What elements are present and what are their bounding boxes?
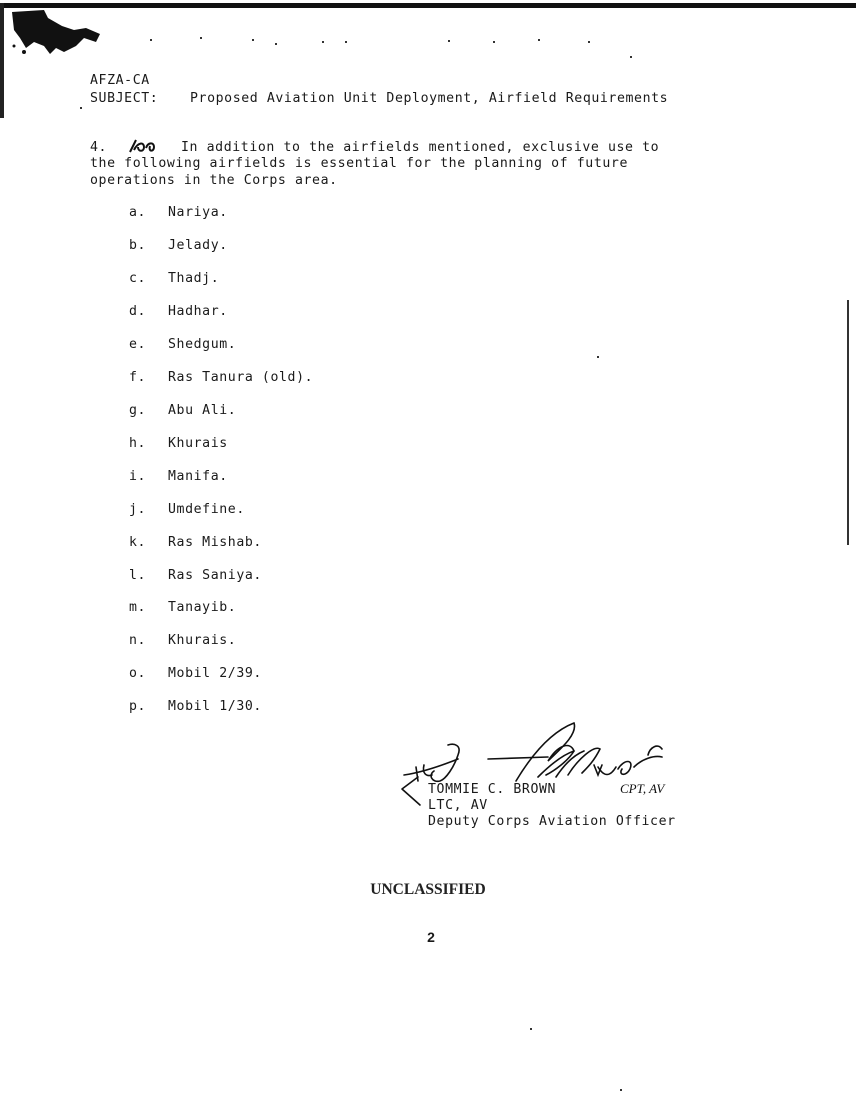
- list-item-letter: e.: [129, 337, 147, 352]
- list-item-name: Tanayib.: [168, 600, 237, 615]
- list-item-letter: p.: [129, 699, 147, 714]
- subject-text: Proposed Aviation Unit Deployment, Airfield Requirements: [190, 91, 669, 106]
- scan-speck: [322, 41, 324, 43]
- list-item-letter: c.: [129, 271, 147, 286]
- list-item-name: Hadhar.: [168, 304, 228, 319]
- signatory-rank: LTC, AV: [428, 798, 488, 813]
- list-item-letter: m.: [129, 600, 147, 615]
- list-item-letter: g.: [129, 403, 147, 418]
- scan-speck: [275, 43, 277, 45]
- office-symbol: AFZA-CA: [90, 73, 150, 88]
- handwritten-note: CPT, AV: [620, 781, 665, 796]
- list-item-letter: n.: [129, 633, 147, 648]
- list-item-name: Umdefine.: [168, 502, 245, 517]
- list-item-letter: j.: [129, 502, 147, 517]
- scan-speck: [493, 41, 495, 43]
- subject-label: SUBJECT:: [90, 91, 159, 106]
- list-item-letter: d.: [129, 304, 147, 319]
- list-item-name: Ras Saniya.: [168, 568, 262, 583]
- list-item-letter: h.: [129, 436, 147, 451]
- list-item-name: Mobil 2/39.: [168, 666, 262, 681]
- signatory-title: Deputy Corps Aviation Officer: [428, 814, 676, 829]
- classification-marking: UNCLASSIFIED: [370, 881, 486, 898]
- list-item-name: Manifa.: [168, 469, 228, 484]
- list-item-letter: b.: [129, 238, 147, 253]
- scan-speck: [448, 40, 450, 42]
- scan-speck: [200, 37, 202, 39]
- scan-speck: [150, 39, 152, 41]
- list-item-name: Khurais: [168, 436, 228, 451]
- paragraph-line-3: operations in the Corps area.: [90, 173, 338, 188]
- list-item-letter: i.: [129, 469, 147, 484]
- list-item-name: Khurais.: [168, 633, 237, 648]
- list-item-name: Ras Mishab.: [168, 535, 262, 550]
- list-item-name: Abu Ali.: [168, 403, 237, 418]
- list-item-name: Mobil 1/30.: [168, 699, 262, 714]
- scan-top-border: [0, 3, 856, 8]
- list-item-letter: a.: [129, 205, 147, 220]
- scan-speck: [80, 107, 82, 109]
- scan-speck: [588, 41, 590, 43]
- paragraph-line-1: In addition to the airfields mentioned, exclusive use to: [181, 140, 660, 155]
- page-number: 2: [427, 929, 435, 945]
- paragraph-line-2: the following airfields is essential for the planning of future: [90, 156, 628, 171]
- scan-speck: [620, 1089, 622, 1091]
- list-item-letter: k.: [129, 535, 147, 550]
- scan-speck: [345, 41, 347, 43]
- ink-blot-icon: [4, 8, 104, 58]
- list-item-letter: l.: [129, 568, 147, 583]
- list-item-name: Thadj.: [168, 271, 220, 286]
- paragraph-number: 4.: [90, 140, 108, 155]
- list-item-name: Shedgum.: [168, 337, 237, 352]
- list-item-letter: o.: [129, 666, 147, 681]
- list-item-letter: f.: [129, 370, 147, 385]
- scan-speck: [630, 56, 632, 58]
- scan-right-edge-line: [847, 300, 849, 545]
- scan-speck: [252, 39, 254, 41]
- list-item-name: Jelady.: [168, 238, 228, 253]
- scan-speck: [530, 1028, 532, 1030]
- scan-speck: [597, 356, 599, 358]
- list-item-name: Nariya.: [168, 205, 228, 220]
- classification-mark-icon: [128, 138, 156, 154]
- list-item-name: Ras Tanura (old).: [168, 370, 314, 385]
- scan-speck: [538, 39, 540, 41]
- signatory-name: TOMMIE C. BROWN: [428, 782, 557, 797]
